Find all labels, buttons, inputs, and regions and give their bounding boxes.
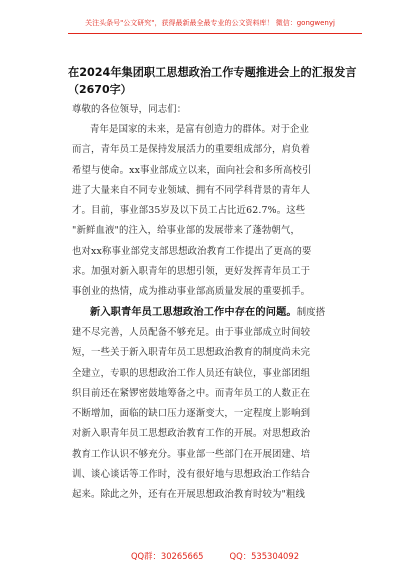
paragraph-line: 建不尽完善，人员配备不够充足。由于事业部成立时间较: [72, 326, 311, 338]
section-heading-line: [72, 303, 362, 323]
paragraph-line: 起来。除此之外，还有在开展思想政治教育时较为"粗线: [72, 489, 306, 501]
paragraph-line: 训、谈心谈话等工作时，没有很好地与思想政治工作结合: [72, 469, 311, 481]
paragraph-line: 希望与使命。xx事业部成立以来，面向社会和多所高校引: [72, 164, 312, 176]
paragraph-line: 对新入职青年员工思想政治教育工作的开展。对思想政治: [72, 428, 311, 440]
header-banner: 关注头条号"公文研究"，获得最新最全最专业的公文资料库！ 微信：gongwenyj: [85, 19, 335, 27]
paragraph-line: 求。加强对新入职青年的思想引领，更好发挥青年员工于: [72, 266, 311, 278]
document-body: [72, 100, 362, 506]
paragraph-line: 也对xx称事业部党支部思想政治教育工作提出了更高的要: [72, 245, 312, 257]
footer-qq-group: QQ群：30265665: [130, 551, 204, 561]
paragraph-line: 青年是国家的未来，是富有创造力的群体。对于企业: [90, 124, 310, 135]
footer-contact: [70, 550, 360, 562]
paragraph-line: 织目前还在紧锣密鼓地筹备之中。而青年员工的人数正在: [72, 387, 311, 399]
paragraph-line: 才。目前，事业部35岁及以下员工占比近62.7%。这些: [72, 205, 306, 217]
section-heading-tail: 制度搭: [296, 306, 326, 318]
paragraph-line: 短，一些关于新入职青年员工思想政治教育的制度尚未完: [72, 347, 311, 359]
paragraph-line: 进了大量来自不同专业领域、拥有不同学科背景的青年人: [72, 184, 311, 196]
paragraph-line: 不断增加，面临的缺口压力逐渐变大，一定程度上影响到: [72, 408, 311, 420]
greeting-line: 尊敬的各位领导，同志们：: [72, 104, 187, 115]
document-word-count: （2670字）: [68, 83, 132, 96]
paragraph-line: 全建立，专职的思想政治工作人员还有缺位，事业部团组: [72, 367, 311, 379]
document-title: 在2024年集团职工思想政治工作专题推进会上的汇报发言: [68, 66, 357, 79]
paragraph-line: "新鲜血液"的注入，给事业部的发展带来了蓬勃朝气，: [72, 225, 301, 237]
paragraph-line: 事创业的热情，成为推动事业部高质量发展的重要抓手。: [72, 286, 311, 298]
paragraph-line: 而言，青年员工是保持发展活力的重要组成部分，肩负着: [72, 144, 311, 156]
header-divider: [68, 33, 362, 34]
paragraph-line: 教育工作认识不够充分。事业部一些部门在开展团建、培: [72, 448, 311, 460]
section-heading: 新入职青年员工思想政治工作中存在的问题。: [90, 306, 297, 318]
footer-qq: QQ：535304092: [229, 551, 300, 561]
